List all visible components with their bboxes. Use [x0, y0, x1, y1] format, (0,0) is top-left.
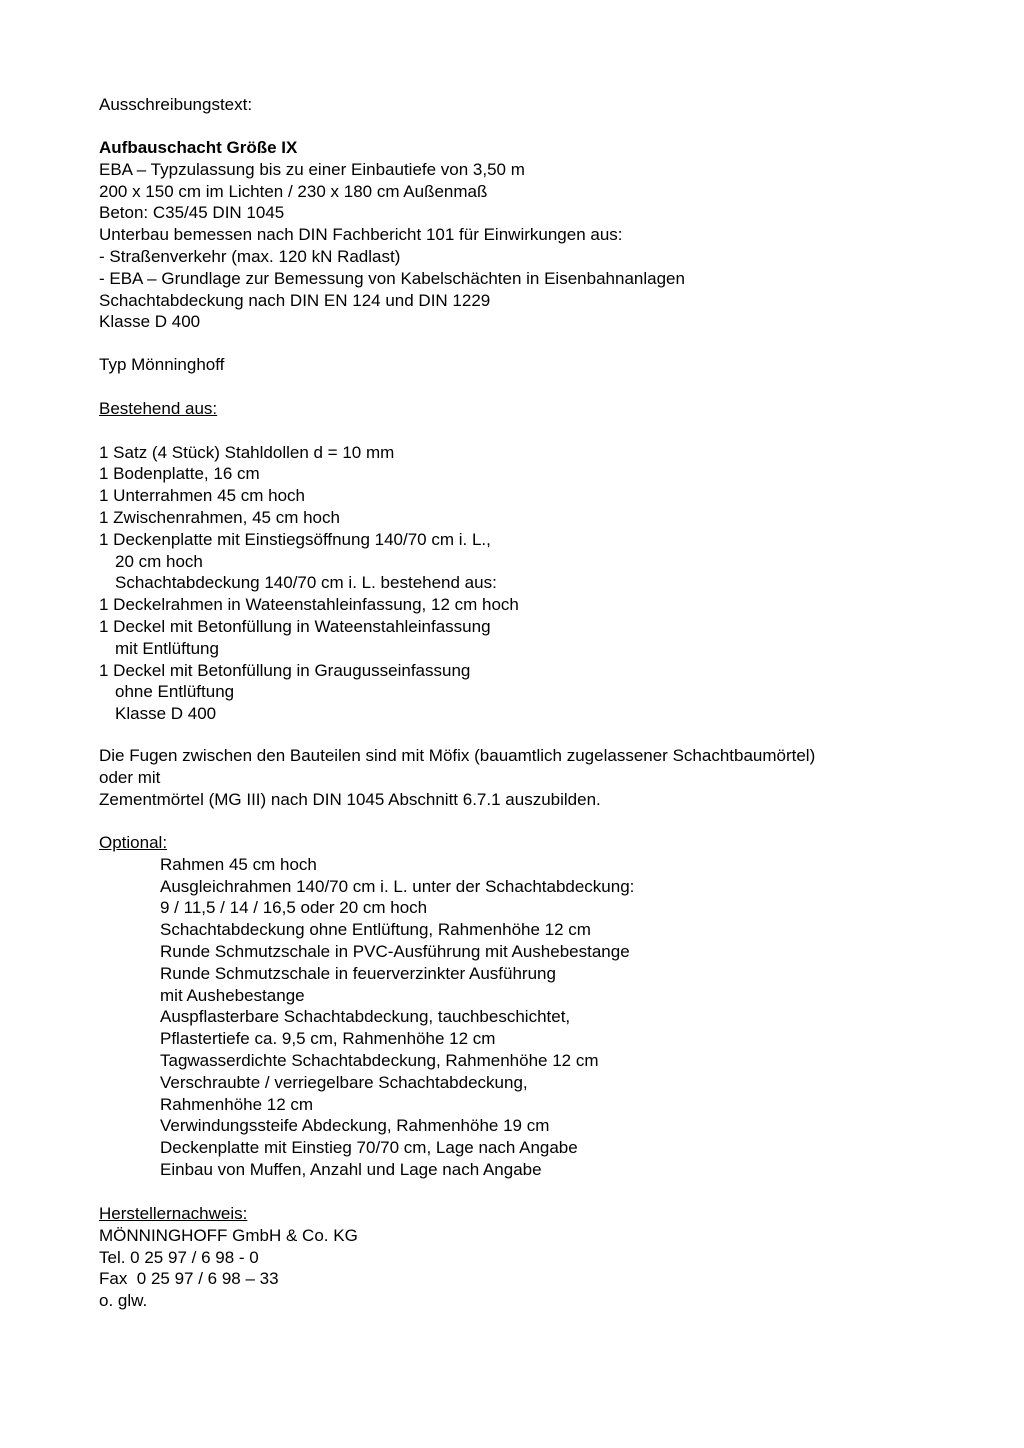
- joints-block: [99, 745, 815, 810]
- document-heading: Ausschreibungstext:: [99, 95, 253, 114]
- manufacturer-fax: Fax 0 25 97 / 6 98 – 33: [99, 1269, 279, 1289]
- manufacturer-block: [99, 1203, 358, 1312]
- spec-line: Unterbau bemessen nach DIN Fachbericht 101 für Einwirkungen aus:: [99, 225, 623, 245]
- joints-line: Die Fugen zwischen den Bauteilen sind mit Möfix (bauamtlich zugelassener Schachtbaumörtel): [99, 746, 816, 765]
- optional-item: Einbau von Muffen, Anzahl und Lage nach Angabe: [160, 1159, 542, 1179]
- component-item: 1 Zwischenrahmen, 45 cm hoch: [99, 507, 340, 527]
- component-item: 1 Bodenplatte, 16 cm: [99, 464, 260, 484]
- optional-item: Ausgleichrahmen 140/70 cm i. L. unter der Schachtabdeckung:: [160, 876, 635, 896]
- components-heading: Bestehend aus:: [99, 399, 218, 418]
- optional-item: Pflastertiefe ca. 9,5 cm, Rahmenhöhe 12 cm: [160, 1029, 496, 1049]
- component-item: 1 Satz (4 Stück) Stahldollen d = 10 mm: [99, 442, 395, 462]
- spec-line: - EBA – Grundlage zur Bemessung von Kabelschächten in Eisenbahnanlagen: [99, 268, 685, 288]
- optional-item: Runde Schmutzschale in feuerverzinkter Ausführung: [160, 963, 556, 983]
- optional-item: Verwindungssteife Abdeckung, Rahmenhöhe 19 cm: [160, 1116, 550, 1136]
- spec-line: - Straßenverkehr (max. 120 kN Radlast): [99, 246, 401, 266]
- product-title: Aufbauschacht Größe IX: [99, 138, 298, 157]
- component-item: Schachtabdeckung 140/70 cm i. L. bestehend aus:: [115, 573, 497, 593]
- optional-item: Runde Schmutzschale in PVC-Ausführung mit Aushebestange: [160, 941, 630, 961]
- component-item: 1 Unterrahmen 45 cm hoch: [99, 486, 305, 506]
- joints-line: oder mit: [99, 767, 161, 787]
- optional-heading: Optional:: [99, 833, 168, 852]
- spec-line: Schachtabdeckung nach DIN EN 124 und DIN 1229: [99, 290, 491, 310]
- optional-item: Deckenplatte mit Einstieg 70/70 cm, Lage nach Angabe: [160, 1138, 578, 1158]
- optional-item: Schachtabdeckung ohne Entlüftung, Rahmenhöhe 12 cm: [160, 920, 591, 940]
- joints-line: Zementmörtel (MG III) nach DIN 1045 Abschnitt 6.7.1 auszubilden.: [99, 789, 601, 809]
- optional-item: mit Aushebestange: [160, 985, 305, 1005]
- optional-item: 9 / 11,5 / 14 / 16,5 oder 20 cm hoch: [160, 898, 428, 918]
- optional-block: [99, 832, 634, 1181]
- component-item: mit Entlüftung: [115, 638, 219, 658]
- component-item: ohne Entlüftung: [115, 682, 235, 702]
- optional-item: Auspflasterbare Schachtabdeckung, tauchbeschichtet,: [160, 1007, 571, 1027]
- manufacturer-tel: Tel. 0 25 97 / 6 98 - 0: [99, 1247, 259, 1267]
- spec-line: Beton: C35/45 DIN 1045: [99, 203, 285, 223]
- type-line: Typ Mönninghoff: [99, 355, 225, 374]
- optional-item: Rahmen 45 cm hoch: [160, 854, 317, 874]
- manufacturer-name: MÖNNINGHOFF GmbH & Co. KG: [99, 1225, 358, 1245]
- optional-item: Rahmenhöhe 12 cm: [160, 1094, 314, 1114]
- spec-line: Klasse D 400: [99, 312, 201, 332]
- document-heading-block: [99, 94, 252, 116]
- component-item: 20 cm hoch: [115, 551, 203, 571]
- manufacturer-equivalent: o. glw.: [99, 1291, 148, 1311]
- type-block: [99, 354, 224, 376]
- component-item: Klasse D 400: [115, 704, 217, 724]
- component-item: 1 Deckel mit Betonfüllung in Graugusseinfassung: [99, 660, 471, 680]
- spec-line: EBA – Typzulassung bis zu einer Einbautiefe von 3,50 m: [99, 159, 525, 179]
- product-spec-block: [99, 137, 685, 333]
- spec-line: 200 x 150 cm im Lichten / 230 x 180 cm Außenmaß: [99, 181, 488, 201]
- component-item: 1 Deckel mit Betonfüllung in Wateenstahleinfassung: [99, 616, 491, 636]
- optional-item: Verschraubte / verriegelbare Schachtabdeckung,: [160, 1072, 528, 1092]
- optional-item: Tagwasserdichte Schachtabdeckung, Rahmenhöhe 12 cm: [160, 1050, 599, 1070]
- component-item: 1 Deckelrahmen in Wateenstahleinfassung, 12 cm hoch: [99, 595, 519, 615]
- manufacturer-heading: Herstellernachweis:: [99, 1204, 248, 1223]
- components-block: [99, 398, 519, 725]
- component-item: 1 Deckenplatte mit Einstiegsöffnung 140/70 cm i. L.,: [99, 529, 491, 549]
